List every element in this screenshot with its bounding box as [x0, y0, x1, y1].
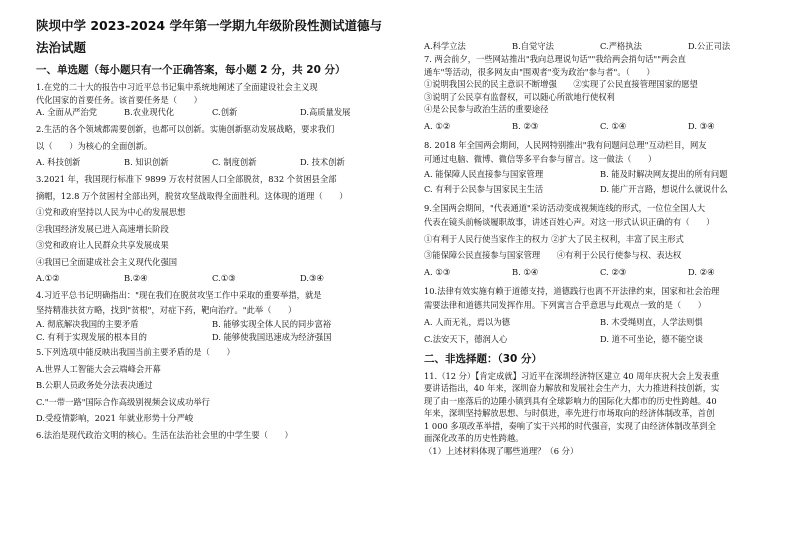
q8-text: 8. 2018 年全国两会期间，人民网特别推出"我有问题问总理"互动栏目，网友	[424, 139, 707, 150]
option-b[interactable]: B.自觉守法	[512, 41, 554, 51]
q7-statement: ③说明了公民享有监督权，可以随心所欲地行使权利	[424, 91, 615, 102]
option-a[interactable]: A. 彻底解决我国的主要矛盾	[36, 319, 139, 329]
option-d[interactable]: D.高质量发展	[300, 107, 351, 117]
q10-text: 10.法律有效实施有赖于道德支持，道德践行也离不开法律约束，国家和社会治理	[424, 285, 720, 296]
option-a[interactable]: A. ①②	[424, 120, 451, 131]
q9-options	[424, 266, 776, 279]
question-5	[36, 346, 388, 425]
q7-text: 7. 两会前夕，一些网站推出"我向总理说句话""我给两会捎句话""两会直	[424, 54, 686, 64]
option-d[interactable]: D. 道不可坐论，德不能空谈	[600, 333, 703, 344]
question-7	[424, 53, 776, 133]
right-column	[424, 0, 776, 457]
q3-statement: ②我国经济发展已进入高速增长阶段	[36, 223, 169, 234]
q8-text: 可通过电脑、微博、微信等多平台参与留言。这一做法（ ）	[424, 154, 657, 164]
q2-text: 以（ ）为核心的全面创新。	[36, 140, 153, 151]
q10-options	[424, 333, 776, 346]
question-10	[424, 285, 776, 346]
q7-options	[424, 120, 776, 133]
q1-options	[36, 106, 388, 119]
q5-text: 5.下列选项中能反映出我国当前主要矛盾的是（ ）	[36, 347, 235, 357]
option-b[interactable]: B. 能及时解决网友提出的所有问题	[600, 168, 728, 179]
option-b[interactable]: B. ①④	[512, 266, 539, 277]
q3-text: 3.2021 年，我国现行标准下 9899 万农村贫困人口全部脱贫，832 个贫困县全部	[36, 174, 337, 184]
section1-heading: 一、单选题（每小题只有一个正确答案，每小题 2 分，共 20 分）	[36, 64, 346, 76]
option-c[interactable]: C. ①④	[600, 120, 627, 131]
option-a[interactable]: A.①②	[36, 273, 60, 283]
option-c[interactable]: C.①③	[212, 273, 236, 283]
option-c[interactable]: C."一带一路"国际合作高级别视频会议成功举行	[36, 396, 210, 407]
option-a[interactable]: A. 科技创新	[36, 157, 81, 167]
q4-text: 坚持精准扶贫方略，找到"贫根"，对症下药，靶向治疗。"此举（ ）	[36, 304, 297, 315]
question-4	[36, 289, 388, 344]
paper-title-line2: 法治试题	[36, 40, 87, 55]
question-11	[424, 370, 776, 458]
left-column	[36, 0, 388, 441]
q3-text: 摘帽，12.8 万个贫困村全部出列，脱贫攻坚战取得全面胜利。这体现的道理（ ）	[36, 190, 348, 201]
q4-options	[36, 331, 388, 344]
question-8	[424, 139, 776, 196]
section2-heading: 二、非选择题：（30 分）	[424, 352, 543, 365]
option-a[interactable]: A. 能保障人民直接参与国家管理	[424, 168, 544, 179]
option-b[interactable]: B. 知识创新	[124, 157, 169, 167]
q7-statement: ④是公民参与政治生活的重要途径	[424, 104, 549, 114]
option-b[interactable]: B. 能够实现全体人民的同步富裕	[212, 319, 332, 329]
option-d[interactable]: D. 技术创新	[300, 157, 345, 167]
q3-options	[36, 272, 388, 285]
paper-title-line1: 陕坝中学 2023-2024 学年第一学期九年级阶段性测试道德与	[36, 18, 382, 33]
q8-options	[424, 168, 776, 181]
q11-text: 1 000 多项改革举措，奏响了实干兴邦的时代强音，实现了由经济体制改革到全	[424, 420, 716, 431]
q9-text: 代表在镜头前畅谈履职故事，讲述百姓心声。对这一形式认识正确的有（ ）	[424, 217, 715, 227]
q11-subquestion: （1）上述材料体现了哪些道理？（6 分）	[424, 445, 579, 456]
option-c[interactable]: C.创新	[212, 107, 238, 117]
option-d[interactable]: D.③④	[300, 273, 324, 283]
option-d[interactable]: D. ②④	[688, 266, 715, 277]
option-c[interactable]: C. 制度创新	[212, 157, 257, 167]
option-a[interactable]: A.科学立法	[424, 41, 466, 51]
option-c[interactable]: C.严格执法	[600, 41, 642, 51]
q1-text: 1.在党的二十大的报告中习近平总书记集中系统地阐述了全面建设社会主义现	[36, 82, 318, 92]
option-a[interactable]: A.世界人工智能大会云端峰会开幕	[36, 363, 161, 374]
option-b[interactable]: B.农业现代化	[124, 107, 175, 117]
option-c[interactable]: C. 有利于公民参与国家民主生活	[424, 183, 544, 194]
option-c[interactable]: C. ②③	[600, 266, 627, 277]
q1-text: 代化国家的首要任务。该首要任务是（ ）	[36, 94, 202, 105]
q6-options	[424, 40, 776, 53]
q11-text: 11.（12 分）【肯定成就】习近平在深圳经济特区建立 40 周年庆祝大会上发表重	[424, 370, 720, 381]
option-b[interactable]: B.②④	[124, 273, 148, 283]
q2-text: 2.生活的各个领域都需要创新，也都可以创新。实施创新驱动发展战略，要求我们	[36, 124, 335, 134]
q4-text: 4.习近平总书记明确指出："现在我们在脱贫攻坚工作中采取的重要举措，就是	[36, 290, 322, 300]
option-a[interactable]: A. 人而无礼，焉以为德	[424, 316, 510, 327]
q3-statement: ④我国已全面建成社会主义现代化强国	[36, 256, 178, 267]
q9-statement: ③能保障公民直接参与国家管理 ④有利于公民行使参与权、表达权	[424, 250, 682, 260]
question-9	[424, 202, 776, 279]
q11-text: 要讲话指出，40 年来，深圳奋力解放和发展社会生产力，大力推进科技创新，实	[424, 383, 720, 393]
option-a[interactable]: A. ①③	[424, 266, 451, 277]
q9-statement: ①有利于人民行使当家作主的权力 ②扩大了民主权利，丰富了民主形式	[424, 233, 684, 244]
option-d[interactable]: D.公正司法	[688, 41, 731, 51]
option-b[interactable]: B. ②③	[512, 120, 539, 131]
question-6	[36, 429, 388, 442]
option-c[interactable]: C.法安天下，德润人心	[424, 333, 508, 344]
q9-text: 9.全国两会期间，"代表通道"采访活动变成视频连线的形式，一位位全国人大	[424, 202, 706, 213]
q4-options	[36, 318, 388, 331]
option-d[interactable]: D. ③④	[688, 120, 715, 131]
question-3	[36, 173, 388, 285]
q8-options	[424, 183, 776, 196]
q10-text: 需要法律和道德共同发挥作用。下列寓言合乎意思与此观点一致的是（ ）	[424, 300, 707, 310]
q10-options	[424, 316, 776, 329]
question-2	[36, 123, 388, 169]
q7-statement: ①说明我国公民的民主意识不断增强 ②实现了公民直接管理国家的愿望	[424, 79, 698, 89]
question-1	[36, 81, 388, 119]
option-d[interactable]: D. 能够使我国迅速成为经济强国	[212, 332, 332, 342]
q2-options	[36, 156, 388, 169]
option-a[interactable]: A. 全面从严治党	[36, 107, 98, 117]
q7-text: 通车"等活动，很多网友由"围观者"变为政治"参与者"。（ ）	[424, 66, 655, 77]
q11-text: 现了由一座落后的边陲小镇到具有全球影响力的国际化大都市的历史性跨越。40	[424, 395, 717, 406]
option-d[interactable]: D.受疫情影响，2021 年就业形势十分严峻	[36, 413, 194, 423]
option-b[interactable]: B. 木受绳则直，人学法则惧	[600, 316, 703, 327]
q11-text: 年来，深圳坚持解放思想、与时俱进，率先进行市场取向的经济体制改革，首创	[424, 408, 715, 418]
q3-statement: ③党和政府让人民群众共享发展成果	[36, 240, 169, 250]
option-b[interactable]: B.公职人员政务处分法表决通过	[36, 380, 153, 390]
q6-text: 6.法治是现代政治文明的核心。生活在法治社会里的中学生要（ ）	[36, 429, 293, 440]
q11-text: 面深化改革的历史性跨越。	[424, 433, 524, 443]
q3-statement: ①党和政府坚持以人民为中心的发展思想	[36, 207, 186, 217]
option-c[interactable]: C. 有利于实现发展的根本目的	[36, 332, 147, 342]
option-d[interactable]: D. 能广开言路，想说什么就说什么	[600, 183, 728, 194]
